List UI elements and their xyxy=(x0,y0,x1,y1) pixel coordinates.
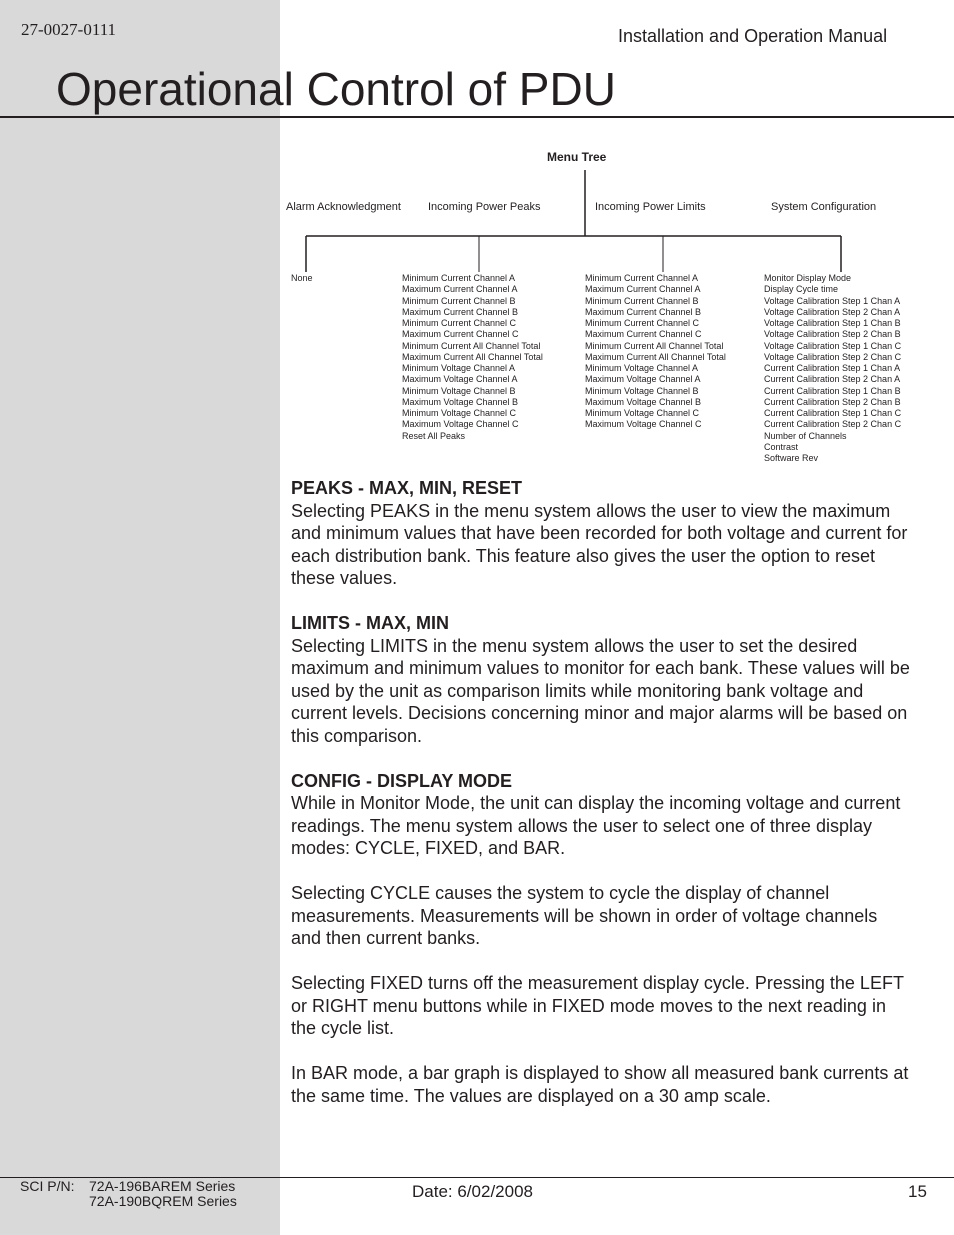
menu-leaf-item: Maximum Current All Channel Total xyxy=(585,351,726,362)
cycle-paragraph: Selecting CYCLE causes the system to cycle the display of channel measurements. Measurements will be shown in order of voltage channels and then current banks. xyxy=(291,883,878,948)
menu-leaf-item: Current Calibration Step 1 Chan A xyxy=(764,363,901,373)
menu-leaf-item: Current Calibration Step 2 Chan A xyxy=(764,374,901,385)
menu-leaf-item: Maximum Voltage Channel A xyxy=(402,374,518,385)
menu-leaf-item: Minimum Current Channel A xyxy=(402,273,516,283)
menu-leaf-item: Voltage Calibration Step 2 Chan A xyxy=(764,306,901,317)
menu-leaf-item: Minimum Voltage Channel C xyxy=(585,408,700,418)
manual-title: Installation and Operation Manual xyxy=(618,26,888,46)
fixed-paragraph: Selecting FIXED turns off the measurement display cycle. Pressing the LEFT or RIGHT menu buttons while in FIXED mode moves to the next reading in the cycle list. xyxy=(291,973,904,1038)
menu-leaf-item: Minimum Voltage Channel B xyxy=(585,385,699,396)
menu-leaf-item: Maximum Current All Channel Total xyxy=(402,351,543,362)
alarm-items-list xyxy=(291,273,313,284)
menu-leaf-item: Voltage Calibration Step 1 Chan A xyxy=(764,295,901,306)
menu-leaf-item: Display Cycle time xyxy=(764,284,839,295)
menu-leaf-item: Minimum Voltage Channel B xyxy=(402,385,516,396)
menu-leaf-item: Maximum Voltage Channel B xyxy=(402,396,519,407)
part-number-label: SCI P/N: xyxy=(20,1178,75,1194)
footer-date: Date: 6/02/2008 xyxy=(412,1182,533,1201)
menu-leaf-item: Minimum Current Channel A xyxy=(585,273,699,283)
menu-leaf-item: Maximum Current Channel C xyxy=(585,329,702,340)
menu-leaf-item: Maximum Current Channel A xyxy=(585,284,701,295)
menu-leaf-item: Minimum Voltage Channel C xyxy=(402,408,517,418)
peaks-heading: PEAKS - MAX, MIN, RESET xyxy=(291,478,523,498)
menu-leaf-item: Software Rev xyxy=(764,453,819,463)
menu-leaf-item: Monitor Display Mode xyxy=(764,273,852,283)
menu-leaf-item: Minimum Current All Channel Total xyxy=(402,340,541,351)
limits-body: Selecting LIMITS in the menu system allows the user to set the desired maximum and minimum values to monitor for each bank. These values will be used by the unit as comparison limits while monitoring bank voltage and current levels. Decisions concerning minor and major alarms will be based on this comparison. xyxy=(291,635,910,746)
menu-tree-diagram xyxy=(0,0,954,470)
menu-leaf-item: Current Calibration Step 2 Chan C xyxy=(764,419,902,430)
limits-section xyxy=(291,612,911,747)
menu-leaf-item: Current Calibration Step 2 Chan B xyxy=(764,396,901,407)
menu-leaf-item: Voltage Calibration Step 2 Chan B xyxy=(764,329,901,340)
config-body: While in Monitor Mode, the unit can display the incoming voltage and current readings. The menu system allows the user to select one of three display modes: CYCLE, FIXED, and BAR. xyxy=(291,793,901,858)
menu-leaf-item: Minimum Voltage Channel A xyxy=(402,363,516,373)
part-number xyxy=(20,1179,237,1209)
menu-leaf-item: Voltage Calibration Step 1 Chan C xyxy=(764,340,902,351)
part-number-line-2: 72A-190BQREM Series xyxy=(89,1193,237,1209)
part-number-line-1: 72A-196BAREM Series xyxy=(89,1178,236,1194)
menu-leaf-item: Maximum Current Channel A xyxy=(402,284,518,295)
config-heading: CONFIG - DISPLAY MODE xyxy=(291,770,513,791)
page-title: Operational Control of PDU xyxy=(56,63,616,115)
menu-leaf-item: Minimum Current Channel B xyxy=(402,295,516,306)
menu-leaf-item: Contrast xyxy=(764,441,799,452)
menu-leaf-item: Maximum Voltage Channel C xyxy=(402,419,519,430)
menu-leaf-item: Minimum Current Channel C xyxy=(585,318,700,328)
document-number: 27-0027-0111 xyxy=(21,20,117,39)
page-number: 15 xyxy=(908,1182,927,1201)
menu-leaf-item: Number of Channels xyxy=(764,430,847,441)
menu-tree-title: Menu Tree xyxy=(547,150,607,164)
menu-leaf-item: None xyxy=(291,273,313,283)
menu-leaf-item: Maximum Voltage Channel C xyxy=(585,419,702,430)
menu-leaf-item: Minimum Voltage Channel A xyxy=(585,363,699,373)
menu-leaf-item: Voltage Calibration Step 2 Chan C xyxy=(764,351,902,362)
body-content xyxy=(291,477,911,1130)
config-section xyxy=(291,770,911,860)
menu-leaf-item: Minimum Current Channel C xyxy=(402,318,517,328)
menu-leaf-item: Minimum Current Channel B xyxy=(585,295,699,306)
menu-leaf-item: Current Calibration Step 1 Chan B xyxy=(764,385,901,396)
category-system-configuration: System Configuration xyxy=(771,201,877,213)
menu-leaf-item: Voltage Calibration Step 1 Chan B xyxy=(764,318,901,328)
menu-leaf-item: Maximum Current Channel C xyxy=(402,329,519,340)
menu-leaf-item: Maximum Current Channel B xyxy=(585,306,702,317)
menu-leaf-item: Maximum Voltage Channel A xyxy=(585,374,701,385)
category-incoming-power-limits: Incoming Power Limits xyxy=(595,201,706,213)
peaks-body: Selecting PEAKS in the menu system allows the user to view the maximum and minimum values that have been recorded for both voltage and current for each distribution bank. This feature also gives the user the option to reset these values. xyxy=(291,500,908,588)
category-incoming-power-peaks: Incoming Power Peaks xyxy=(428,201,541,213)
menu-leaf-item: Current Calibration Step 1 Chan C xyxy=(764,408,902,418)
config-items-list xyxy=(764,273,901,464)
menu-leaf-item: Maximum Current Channel B xyxy=(402,306,519,317)
peaks-items-list xyxy=(402,273,543,442)
menu-leaf-item: Reset All Peaks xyxy=(402,430,466,441)
menu-leaf-item: Maximum Voltage Channel B xyxy=(585,396,702,407)
peaks-section xyxy=(291,477,911,590)
menu-leaf-item: Minimum Current All Channel Total xyxy=(585,340,724,351)
bar-paragraph: In BAR mode, a bar graph is displayed to show all measured bank currents at the same time. The values are displayed on a 30 amp scale. xyxy=(291,1063,909,1106)
limits-heading: LIMITS - MAX, MIN xyxy=(291,613,449,633)
limits-items-list xyxy=(585,273,726,431)
category-alarm-acknowledgment: Alarm Acknowledgment xyxy=(286,201,401,213)
